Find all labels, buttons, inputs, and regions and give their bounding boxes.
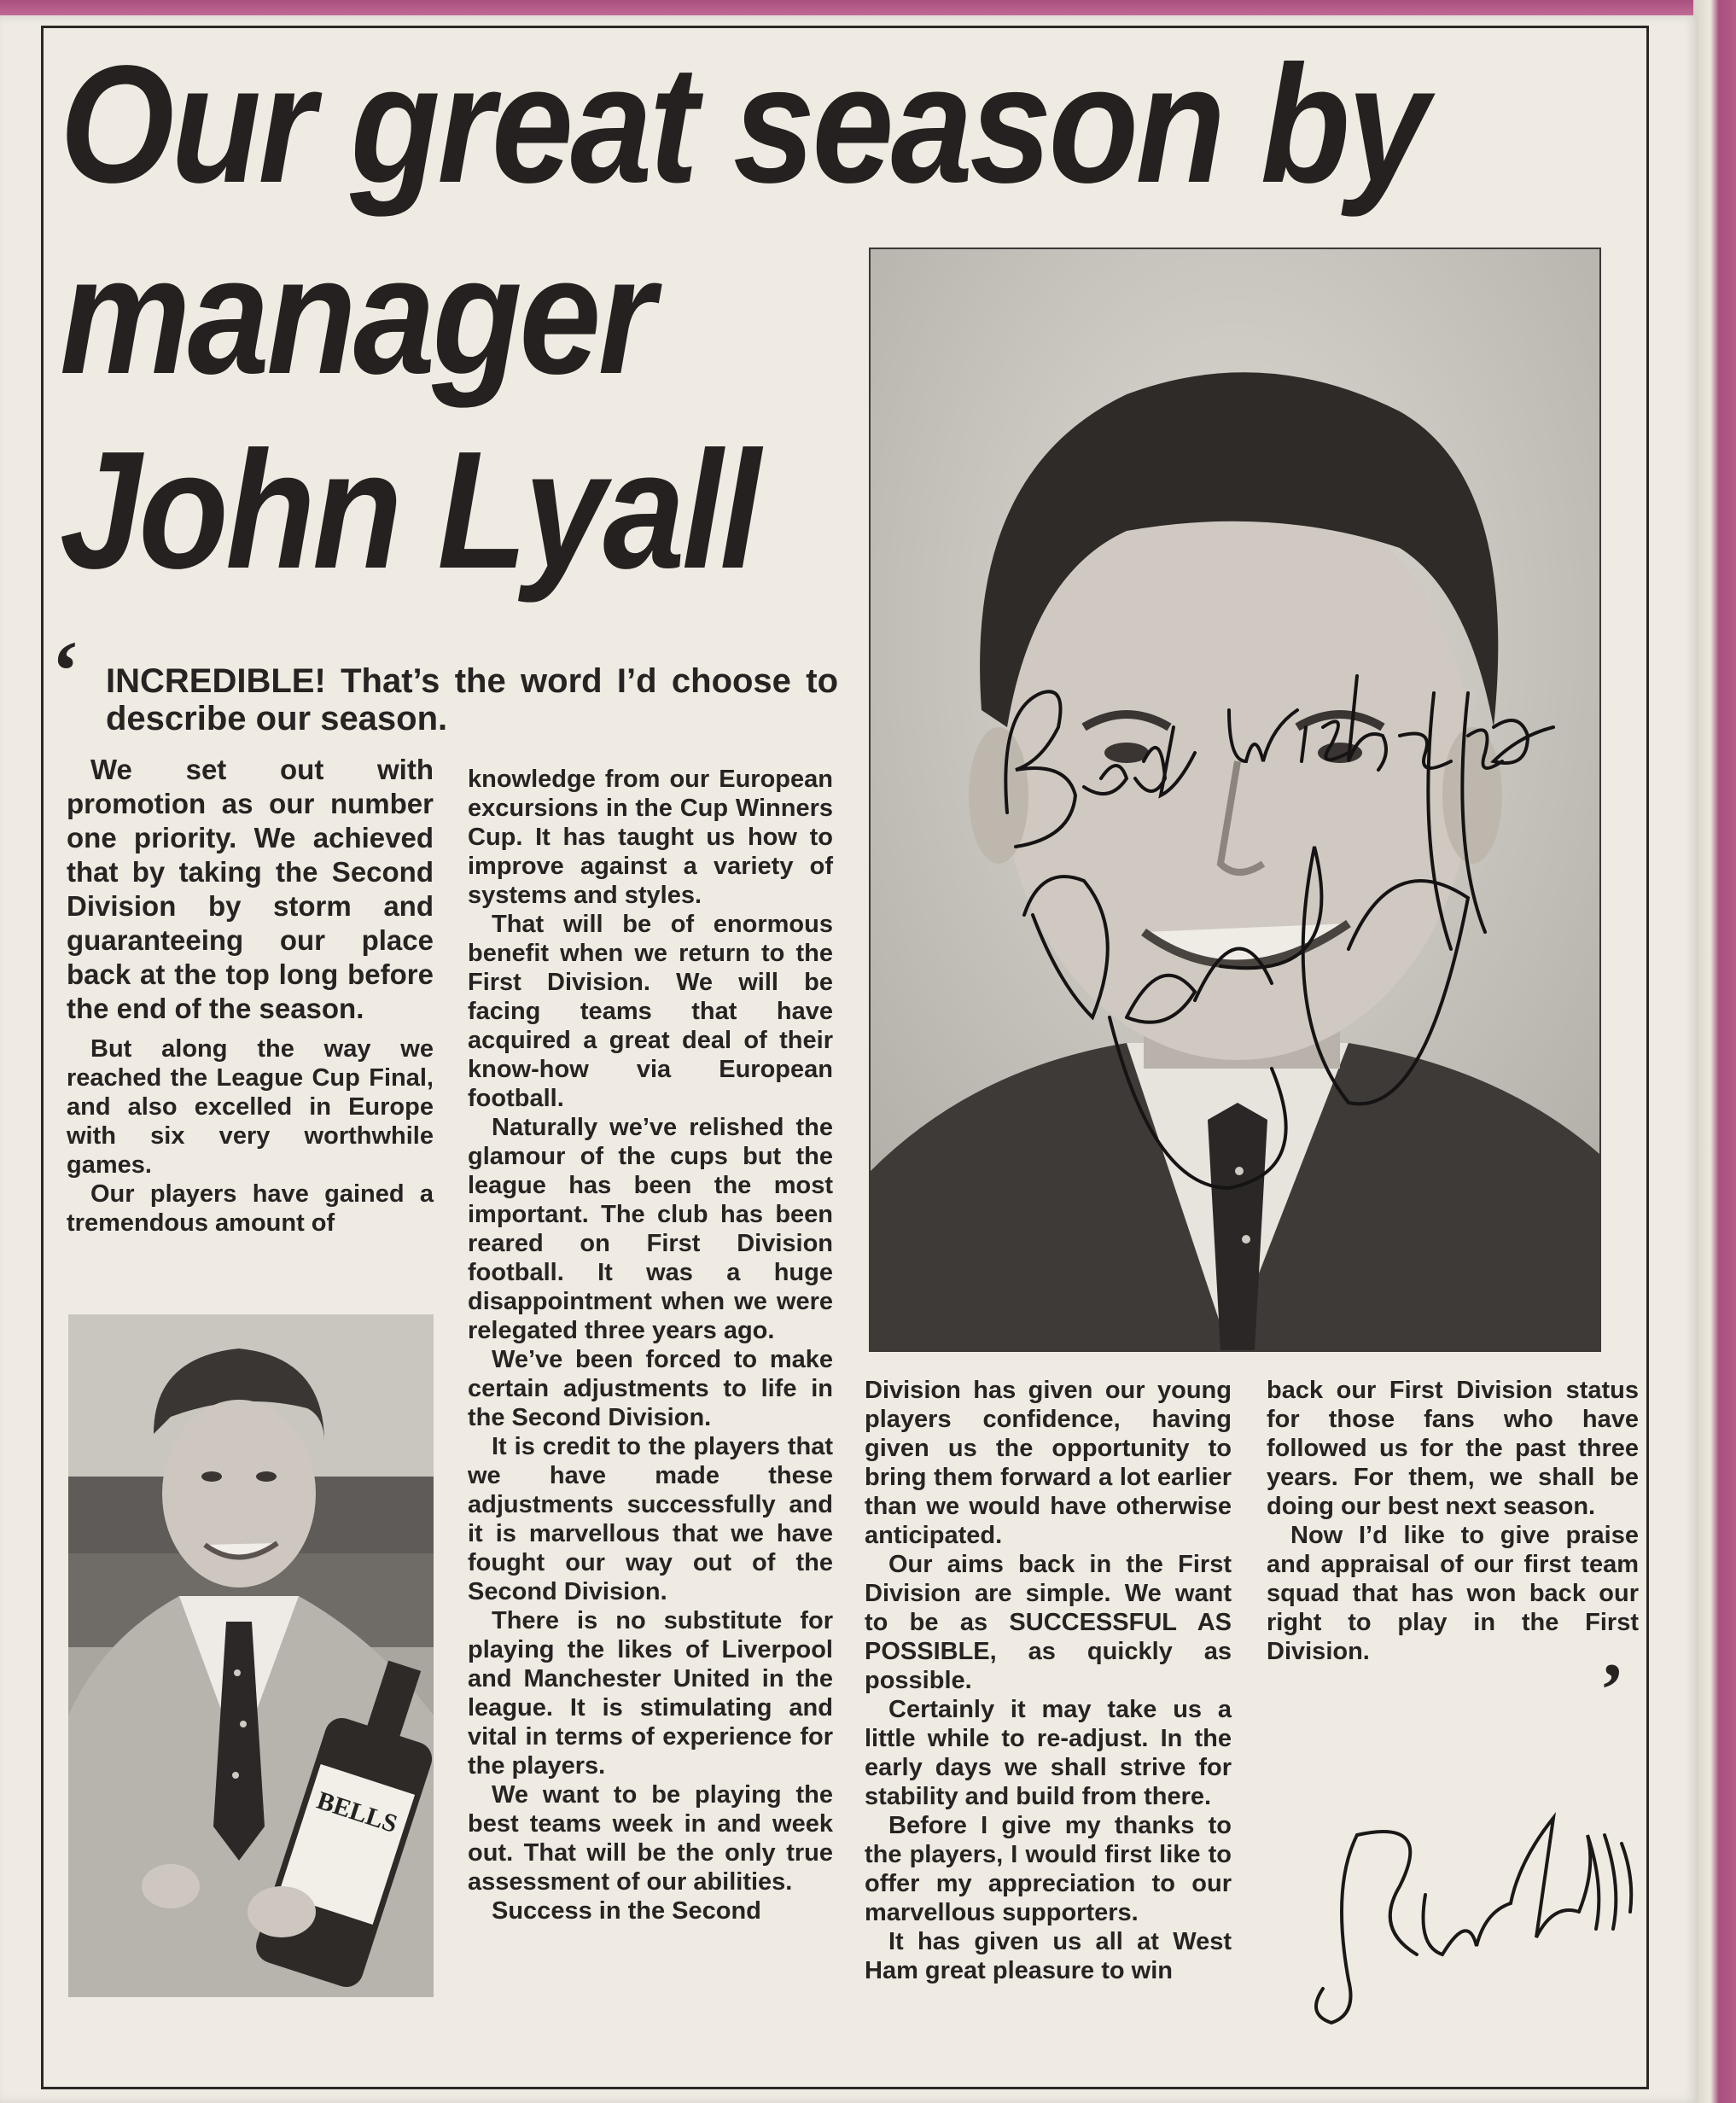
article-column-3 (865, 1376, 1232, 1985)
headline-line-3: John Lyall (60, 417, 758, 603)
article-paragraph: Success in the Second (492, 1897, 761, 1925)
article-column-4 (1267, 1376, 1639, 1666)
article-paragraph: Our aims back in the First Division are simple. We want to be as SUCCESSFUL AS POSSIBLE, as quickly as possible. (865, 1551, 1232, 1694)
magazine-edge-top (0, 0, 1736, 15)
article-paragraph: Now I’d like to give praise and appraisal of our first team squad that has won back our right to play in the First Division. (1267, 1522, 1639, 1665)
article-paragraph: Before I give my thanks to the players, I would first like to offer my appreciation to our marvellous supporters. (865, 1812, 1232, 1926)
manager-portrait-photo (869, 248, 1601, 1352)
article-paragraph: We’ve been forced to make certain adjustments to life in the Second Division. (468, 1346, 833, 1431)
portrait-illustration (871, 249, 1599, 1350)
article-paragraph: We set out with promotion as our number one priority. We achieved that by taking the Second Division by storm and guaranteeing our place back at the top long before the end of the season. (67, 754, 434, 1024)
magazine-edge-right (1693, 0, 1736, 2103)
article-paragraph: knowledge from our European excursions in the Cup Winners Cup. It has taught us how to improve against a variety of systems and styles. (468, 766, 833, 909)
article-paragraph: back our First Division status for those fans who have followed us for the past three years. For them, we shall be doing our best next season. (1267, 1377, 1639, 1520)
headline-line-2: manager (60, 222, 653, 409)
headline-line-1: Our great season by (60, 31, 1426, 218)
article-column-1 (67, 753, 434, 1238)
article-paragraph: Our players have gained a tremendous amount of (67, 1180, 434, 1237)
article-paragraph: There is no substitute for playing the likes of Liverpool and Manchester United in the league. It is stimulating and vital in terms of experience for the players. (468, 1607, 833, 1780)
article-paragraph: We want to be playing the best teams week in and week out. That will be the only true assessment of our abilities. (468, 1781, 833, 1896)
article-column-2 (468, 765, 833, 1925)
open-quote-mark: ‘ (51, 623, 80, 718)
article-paragraph: Naturally we’ve relished the glamour of the cups but the league has been the most important. The club has been reared on First Division football. It was a huge disappointment when we were relegated three years ago. (468, 1114, 833, 1344)
article-paragraph: That will be of enormous benefit when we return to the First Division. We will be facing teams that have acquired a great deal of their know-how via European football. (468, 911, 833, 1112)
bottle-label-text: BELLS (313, 1786, 401, 1839)
article-paragraph: Division has given our young players confidence, having given us the opportunity to bring them forward a lot earlier than we would have otherwise anticipated. (865, 1377, 1232, 1549)
article-paragraph: Certainly it may take us a little while to re-adjust. In the early days we shall strive for stability and build from there. (865, 1696, 1232, 1810)
article-paragraph: It has given us all at West Ham great pleasure to win (865, 1928, 1232, 1984)
close-quote-mark: ’ (1599, 1649, 1625, 1732)
intro-paragraph (51, 623, 838, 737)
article-paragraph: But along the way we reached the League Cup Final, and also excelled in Europe with six very worthwhile games. (67, 1035, 434, 1179)
printed-signature (1297, 1784, 1639, 2040)
award-photo-illustration (68, 1314, 434, 1997)
article-paragraph: It is credit to the players that we have made these adjustments successfully and it is marvellous that we have fought our way out of the Second Division. (468, 1433, 833, 1605)
manager-award-photo (68, 1314, 434, 1997)
intro-text: INCREDIBLE! That’s the word I’d choose to describe our season. (106, 662, 838, 737)
